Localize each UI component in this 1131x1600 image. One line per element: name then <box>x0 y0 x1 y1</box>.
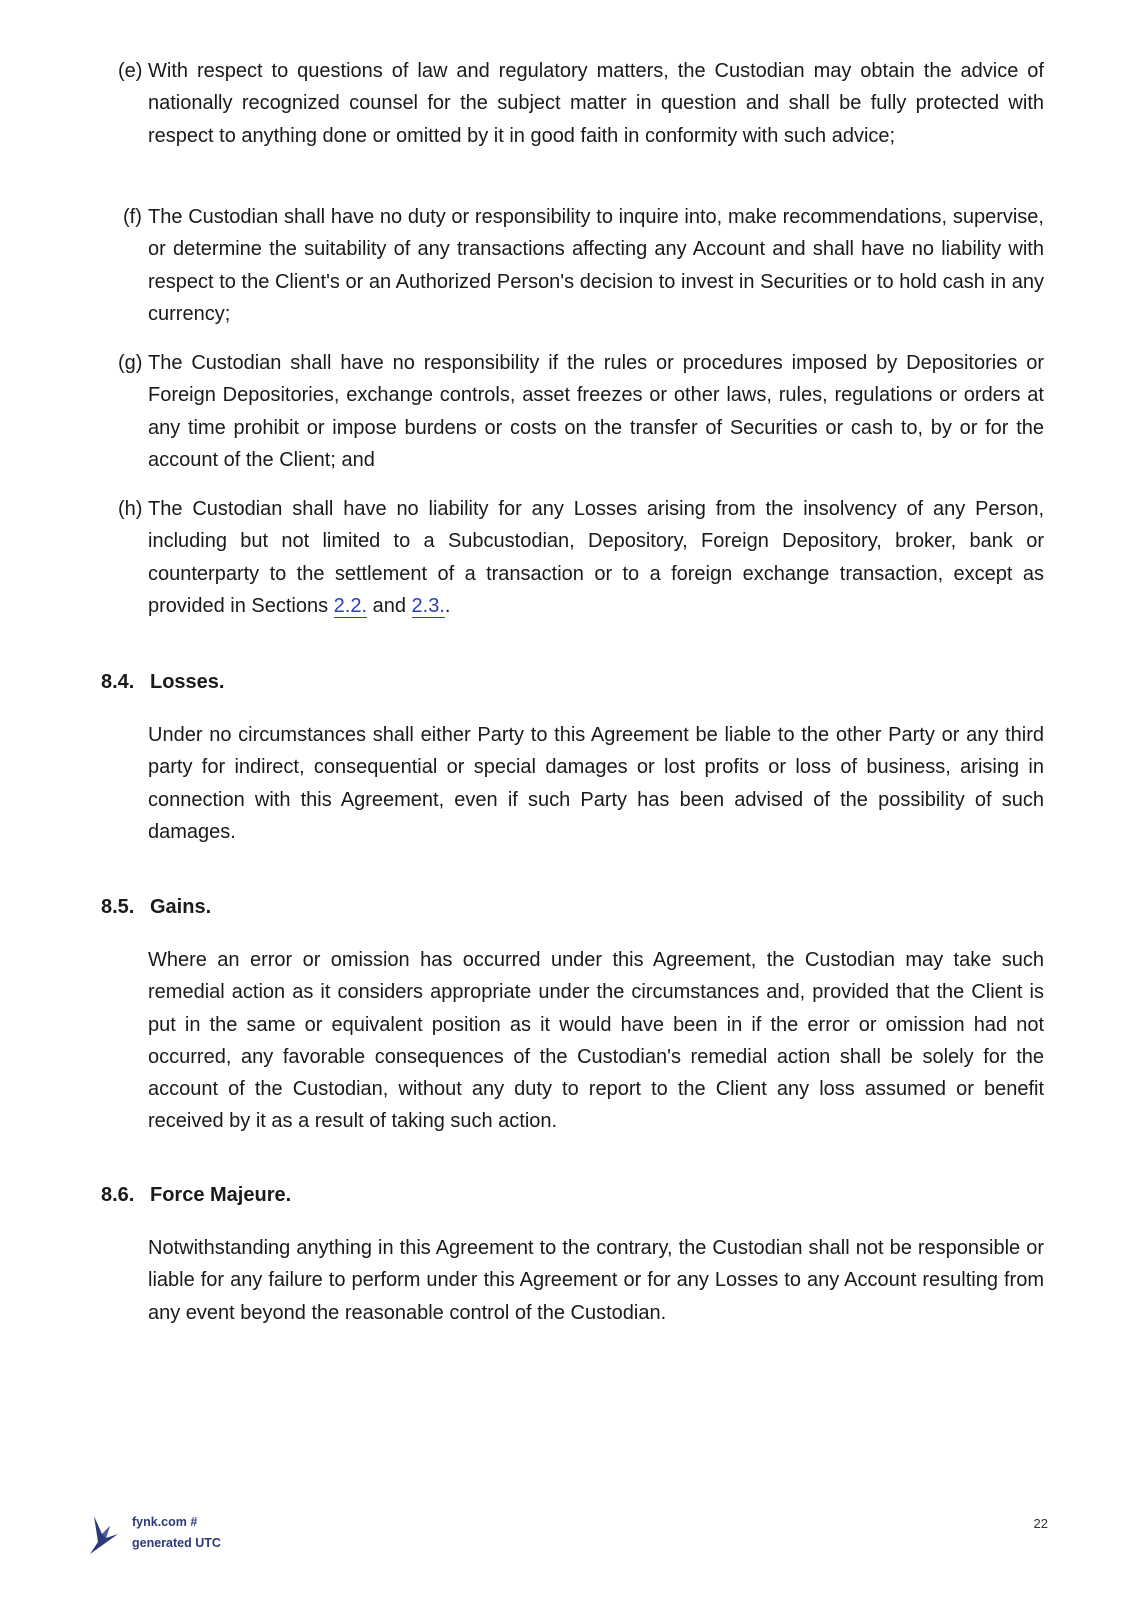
section-heading-8-4 <box>101 667 224 697</box>
list-text: The Custodian shall have no responsibility if the rules or procedures imposed by Depositories or Foreign Depositories, exchange controls, asset freezes or other laws, rules, regulations or orders at any time prohibit or impose burdens or costs on the transfer of Securities or cash to, by or for the account of the Client; and <box>148 352 1044 471</box>
list-label: (e) <box>118 60 143 82</box>
list-text: The Custodian shall have no liability for any Losses arising from the insolvency of any Person, including but not limited to a Subcustodian, Depository, Foreign Depository, broker, bank or counterparty to the settlement of a transaction or to a foreign exchange transaction, except as provided in Sections <box>148 498 1044 617</box>
section-heading-8-5 <box>101 892 211 922</box>
list-text: With respect to questions of law and regulatory matters, the Custodian may obtain the advice of nationally recognized counsel for the subject matter in question and shall be fully protected with respect to anything done or omitted by it in good faith in conformity with such advice; <box>148 60 1044 147</box>
list-label: (f) <box>123 206 142 228</box>
list-item-g <box>118 347 1044 476</box>
section-number: 8.4. <box>101 671 135 693</box>
section-body-8-6: Notwithstanding anything in this Agreement to the contrary, the Custodian shall not be responsible or liable for any failure to perform under this Agreement or for any Losses to any Account resulting from any event beyond the reasonable control of the Custodian. <box>148 1237 1044 1324</box>
footer-site: fynk.com # <box>132 1515 198 1529</box>
page-number: 22 <box>1033 1516 1048 1531</box>
list-text-connector: and <box>367 594 412 617</box>
section-number: 8.5. <box>101 896 135 918</box>
list-item-e <box>118 55 1044 152</box>
list-text-end: . <box>444 594 451 617</box>
list-text: The Custodian shall have no duty or responsibility to inquire into, make recommendations, supervise, or determine the suitability of any transactions affecting any Account and shall have no liability with respect to the Client's or an Authorized Person's decision to invest in Securities or to hold cash in any currency; <box>148 206 1044 325</box>
list-item-h <box>118 493 1044 622</box>
section-number: 8.6. <box>101 1184 135 1206</box>
list-item-f <box>123 201 1044 330</box>
list-label: (g) <box>118 352 143 374</box>
list-label: (h) <box>118 498 143 520</box>
section-heading-8-6 <box>101 1180 291 1210</box>
footer-generated: generated UTC <box>132 1536 221 1550</box>
section-title: Gains. <box>150 896 212 918</box>
page-footer <box>88 1512 1048 1572</box>
section-link-2-3[interactable]: 2.3. <box>411 594 445 617</box>
footer-text <box>132 1512 221 1554</box>
section-link-2-2[interactable]: 2.2. <box>333 594 368 617</box>
fynk-bird-logo-icon <box>88 1512 124 1556</box>
section-body-8-4: Under no circumstances shall either Party to this Agreement be liable to the other Party or any third party for indirect, consequential or special damages or lost profits or loss of business, arising in connection with this Agreement, even if such Party has been advised of the possibility of such damages. <box>148 724 1044 843</box>
section-title: Force Majeure. <box>150 1184 292 1206</box>
section-body-8-5: Where an error or omission has occurred under this Agreement, the Custodian may take such remedial action as it considers appropriate under the circumstances and, provided that the Client is put in the same or equivalent position as it would have been in if the error or omission had not occurred, any favorable consequences of the Custodian's remedial action shall be solely for the account of the Custodian, without any duty to report to the Client any loss assumed or benefit received by it as a result of taking such action. <box>148 949 1044 1133</box>
section-title: Losses. <box>150 671 225 693</box>
